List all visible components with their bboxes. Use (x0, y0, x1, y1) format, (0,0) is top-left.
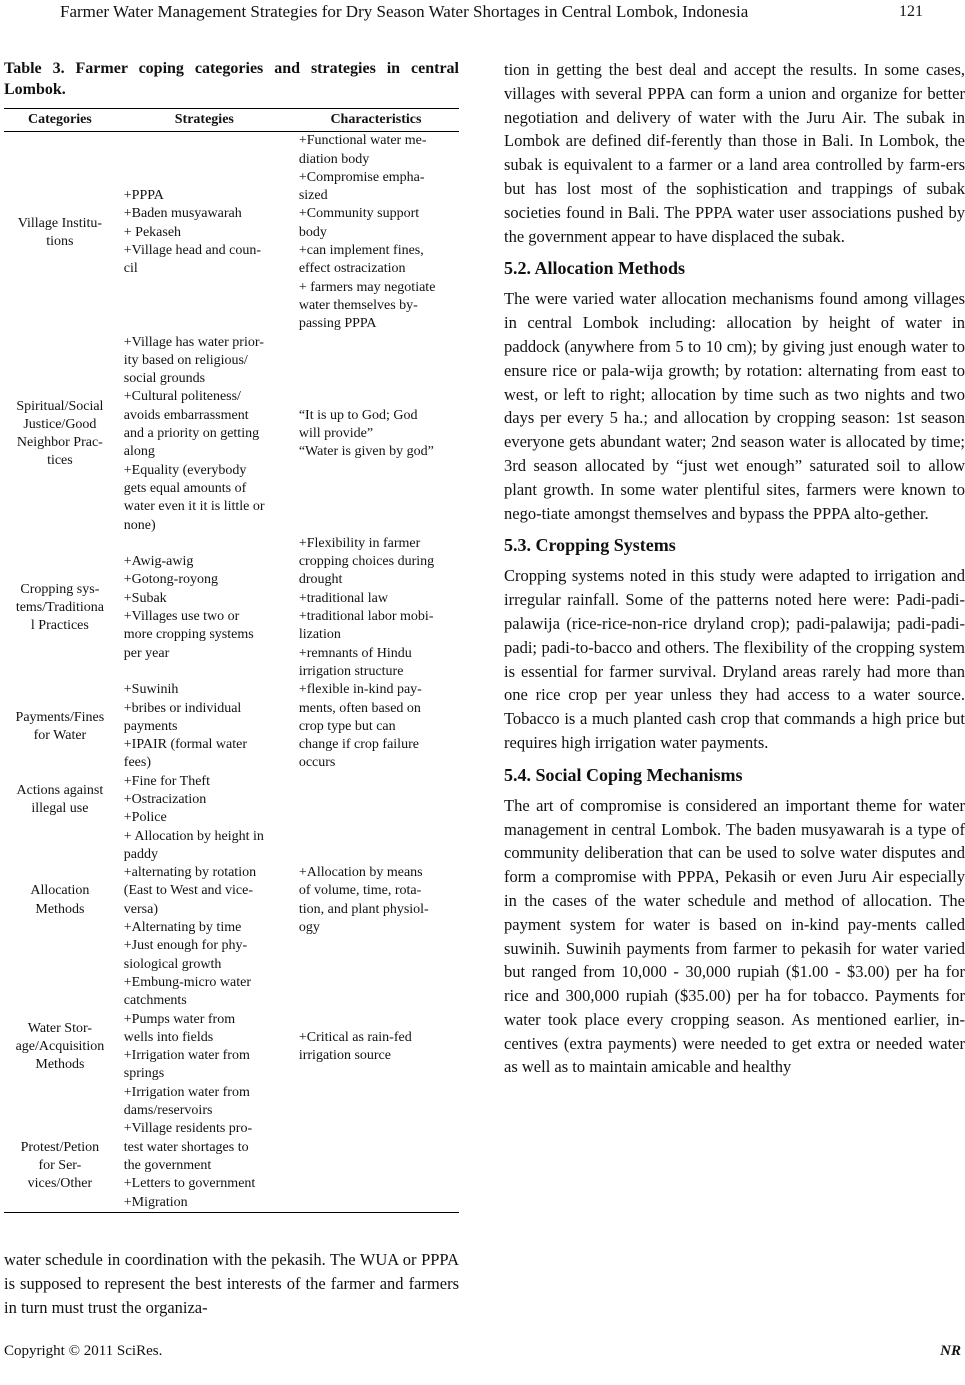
cell-line: +Embung-micro water (123, 974, 252, 990)
cell-line: Allocation (30, 883, 90, 899)
cell-line: Cropping sys- (20, 581, 100, 597)
copyright-footer: Copyright © 2011 SciRes. (4, 1343, 163, 1359)
section-heading-cropping: 5.3. Cropping Systems (504, 535, 676, 556)
left-continuation-text: water schedule in coordination with the pekasih. The WUA or PPPA is supposed to represent the best interests of the farmer and farmers in turn must trust the organiza- (4, 1250, 459, 1317)
category-cell (4, 535, 116, 681)
characteristics-cell (293, 334, 459, 535)
cell-line: payments (123, 718, 178, 734)
page-number: 121 (899, 3, 923, 20)
section-text-cropping: Cropping systems noted in this study were adapted to irrigation and irregular rainfall. Some of the patterns noted here were: Padi-padi-palawija (rice-rice-non-rice dryland crop); padi-palawija; padi-padi-padi; padi-to-bacco and others. The flexibility of the cropping system is essential for farmer survival. Dryland areas rarely had more than one rice crop per year unless they had access to a water source. Tobacco is a much planted cash crop that commands a high price but requires high irrigation water payments. (504, 566, 965, 752)
cell-line: +flexible in-kind pay- (298, 682, 422, 698)
cell-line: +Irrigation water from (123, 1084, 250, 1100)
cell-line: +traditional labor mobi- (298, 609, 434, 625)
cell-line: catchments (123, 993, 187, 1009)
cell-line: “Water is given by god” (298, 444, 434, 460)
cell-line: +Critical as rain-fed (298, 1029, 412, 1045)
cell-line: +Village residents pro- (123, 1121, 253, 1137)
cell-line: passing PPPA (298, 316, 377, 332)
characteristics-cell (293, 535, 459, 681)
coping-table (4, 108, 459, 1213)
cell-line: +Cultural politeness/ (123, 389, 241, 405)
table-caption: Table 3. Farmer coping categories and strategies in central Lombok. (4, 60, 459, 98)
cell-line: +remnants of Hindu (298, 645, 412, 661)
category-cell (4, 681, 116, 772)
cell-line: vices/Other (27, 1176, 93, 1192)
cell-line: and a priority on getting (123, 426, 260, 442)
cell-line: ments, often based on (298, 700, 421, 716)
category-cell (4, 974, 116, 1120)
strategies-cell (116, 1120, 293, 1212)
cell-line: +Police (123, 810, 167, 826)
cell-line: irrigation source (298, 1048, 391, 1064)
cell-line: “It is up to God; God (298, 407, 418, 423)
column-header-categories: Categories (4, 109, 116, 132)
table-row (4, 681, 459, 772)
cell-line: +PPPA (123, 188, 164, 204)
cell-line: Payments/Fines (15, 709, 105, 725)
cell-line: +Baden musyawarah (123, 206, 242, 222)
cell-line: tices (47, 453, 73, 469)
section-text-allocation: The were varied water allocation mechanisms found among villages in central Lombok including: allocation by height of water in paddock (anywhere from 5 to 10 cm); by giving just enough water to ensure rice or pala-wija growth; by rotation: alternating from east to west, or left to right; allocation by time such as two nights and two days per every 5 ha.; and allocation by cropping season: 1st season everyone gets abundant water; 2nd season water is allocated by time; 3rd season allocated by “just wet enough” saturated soil to allow plant growth. In some water plentiful sites, farmers were known to nego-tiate amongst themselves and bypass the PPPA alto-gether. (504, 289, 965, 523)
characteristics-cell (293, 974, 459, 1120)
cell-line: +Letters to government (123, 1176, 256, 1192)
category-cell (4, 773, 116, 828)
cell-line: body (298, 224, 327, 240)
cell-line: for Water (33, 727, 87, 743)
cell-line: Village Institu- (17, 215, 103, 231)
cell-line: + farmers may negotiate (298, 279, 436, 295)
cell-line: Water Stor- (27, 1020, 93, 1036)
cell-line: ogy (298, 920, 320, 936)
cell-line: Spiritual/Social (16, 398, 104, 414)
cell-line: +Fine for Theft (123, 773, 210, 789)
running-title: Farmer Water Management Strategies for Dry Season Water Shortages in Central Lombok, Indonesia (60, 2, 749, 21)
cell-line: crop type but can (298, 718, 396, 734)
cell-line: +Community support (298, 206, 420, 222)
cell-line: dams/reservoirs (123, 1103, 213, 1119)
page-header (0, 0, 965, 32)
cell-line: +Gotong-royong (123, 572, 219, 588)
cell-line: social grounds (123, 371, 206, 387)
cell-line: the government (123, 1157, 212, 1173)
table-row (4, 773, 459, 828)
section-text-social: The art of compromise is considered an important theme for water management in central Lombok. The baden musyawarah is a type of community deliberation that can be used to solve water disputes and form a compromise with PPPA, Pekasih or even Juru Air especially in the cases of the water schedule and method of allocation. The payment system for water is based on in-kind pay-ments called suwinih. Suwinih payments from farmer to pekasih for water varied but ranged from 10,000 - 30,000 rupiah ($1.00 - $3.00) per ha for rice and 300,000 rupiah ($35.00) per ha for tobacco. Payments for water took place every cropping season. As mentioned earlier, in-centives (extra payments) were needed to get extra or needed water as well as to maintain amicable and healthy (504, 795, 965, 1077)
table-row (4, 974, 459, 1120)
cell-line: versa) (123, 901, 158, 917)
column-header-characteristics: Characteristics (293, 109, 459, 132)
cell-line: +Pumps water from (123, 1011, 236, 1027)
cell-line: +Allocation by means (298, 865, 423, 881)
cell-line: springs (123, 1066, 165, 1082)
strategies-cell (116, 132, 293, 334)
cell-line: per year (123, 645, 170, 661)
right-column (504, 58, 965, 1079)
characteristics-cell (293, 681, 459, 772)
cell-line: +Alternating by time (123, 920, 242, 936)
cell-line: more cropping systems (123, 627, 254, 643)
strategies-cell (116, 773, 293, 828)
cell-line: +Equality (everybody (123, 462, 247, 478)
cell-line: tions (46, 233, 74, 249)
cell-line: Justice/Good (23, 416, 97, 432)
column-header-strategies: Strategies (116, 109, 293, 132)
section-heading-allocation: 5.2. Allocation Methods (504, 258, 686, 279)
cell-line: of volume, time, rota- (298, 883, 422, 899)
characteristics-cell (293, 773, 459, 828)
table-row (4, 828, 459, 974)
cell-line: +Flexibility in farmer (298, 535, 421, 551)
cell-line: Methods (35, 901, 85, 917)
cell-line: age/Acquisition (15, 1038, 105, 1054)
cell-line: none) (123, 517, 156, 533)
cell-line: +Village head and coun- (123, 243, 262, 259)
cell-line: +Migration (123, 1194, 188, 1210)
left-column (4, 58, 459, 1213)
characteristics-cell (293, 132, 459, 334)
cell-line: +traditional law (298, 590, 388, 606)
strategies-cell (116, 974, 293, 1120)
cell-line: water themselves by- (298, 297, 418, 313)
cell-line: occurs (298, 755, 336, 771)
cell-line: l Practices (30, 618, 89, 634)
cell-line: +can implement fines, (298, 243, 424, 259)
cell-line: irrigation structure (298, 663, 404, 679)
cell-line: Neighbor Prac- (16, 435, 103, 451)
table-row (4, 535, 459, 681)
left-continuation (4, 1248, 459, 1319)
cell-line: ity based on religious/ (123, 352, 248, 368)
cell-line: siological growth (123, 956, 222, 972)
cell-line: +Awig-awig (123, 554, 194, 570)
cell-line: +IPAIR (formal water (123, 737, 248, 753)
cell-line: +bribes or individual (123, 700, 242, 716)
cell-line: test water shortages to (123, 1139, 249, 1155)
strategies-cell (116, 681, 293, 772)
cell-line: will provide” (298, 426, 374, 442)
strategies-cell (116, 828, 293, 974)
category-cell (4, 334, 116, 535)
cell-line: +Villages use two or (123, 609, 240, 625)
characteristics-cell (293, 1120, 459, 1212)
cell-line: +Compromise empha- (298, 169, 425, 185)
cell-line: +Just enough for phy- (123, 938, 248, 954)
cell-line: (East to West and vice- (123, 883, 254, 899)
cell-line: paddy (123, 846, 158, 862)
cell-line: + Allocation by height in (123, 828, 264, 844)
cell-line: +Ostracization (123, 791, 207, 807)
table-body (4, 132, 459, 1213)
cell-line: +Irrigation water from (123, 1048, 250, 1064)
cell-line: change if crop failure (298, 737, 419, 753)
cell-line: for Ser- (38, 1157, 82, 1173)
cell-line: fees) (123, 755, 151, 771)
cell-line: tion, and plant physiol- (298, 901, 429, 917)
cell-line: wells into fields (123, 1029, 214, 1045)
table-header-row (4, 109, 459, 132)
cell-line: lization (298, 627, 341, 643)
cell-line: illegal use (31, 801, 89, 817)
category-cell (4, 828, 116, 974)
table-row (4, 1120, 459, 1212)
cell-line: sized (298, 188, 328, 204)
strategies-cell (116, 334, 293, 535)
cell-line: diation body (298, 151, 370, 167)
cell-line: Methods (35, 1057, 85, 1073)
cell-line: cropping choices during (298, 554, 435, 570)
section-heading-social: 5.4. Social Coping Mechanisms (504, 764, 743, 785)
cell-line: +Subak (123, 590, 167, 606)
cell-line: tems/Traditiona (15, 599, 104, 615)
cell-line: Protest/Petion (20, 1139, 100, 1155)
cell-line: avoids embarrassment (123, 407, 249, 423)
cell-line: +Village has water prior- (123, 334, 264, 350)
characteristics-cell (293, 828, 459, 974)
category-cell (4, 1120, 116, 1212)
cell-line: + Pekaseh (123, 224, 182, 240)
cell-line: drought (298, 572, 343, 588)
right-intro-paragraph: tion in getting the best deal and accept the results. In some cases, villages with several PPPA can form a union and organize for better negotiation and delivery of water with the Juru Air. The subak in Lombok are defined dif-ferently than those in Bali. In Lombok, the subak is equivalent to a farmer or a land area controlled by farm-ers but has lost most of the sophistication and trappings of subak societies found in Bali. The PPPA water user associations pushed by the government appear to have displaced the subak. (504, 60, 965, 246)
cell-line: gets equal amounts of (123, 480, 247, 496)
table-row (4, 334, 459, 535)
journal-footer: NR (940, 1343, 961, 1359)
cell-line: +alternating by rotation (123, 865, 257, 881)
cell-line: Actions against (16, 782, 104, 798)
cell-line: along (123, 444, 155, 460)
cell-line: +Suwinih (123, 682, 179, 698)
cell-line: water even it it is little or (123, 499, 265, 515)
category-cell (4, 132, 116, 334)
strategies-cell (116, 535, 293, 681)
cell-line: cil (123, 261, 138, 277)
cell-line: effect ostracization (298, 261, 406, 277)
table-row (4, 132, 459, 334)
cell-line: +Functional water me- (298, 133, 427, 149)
